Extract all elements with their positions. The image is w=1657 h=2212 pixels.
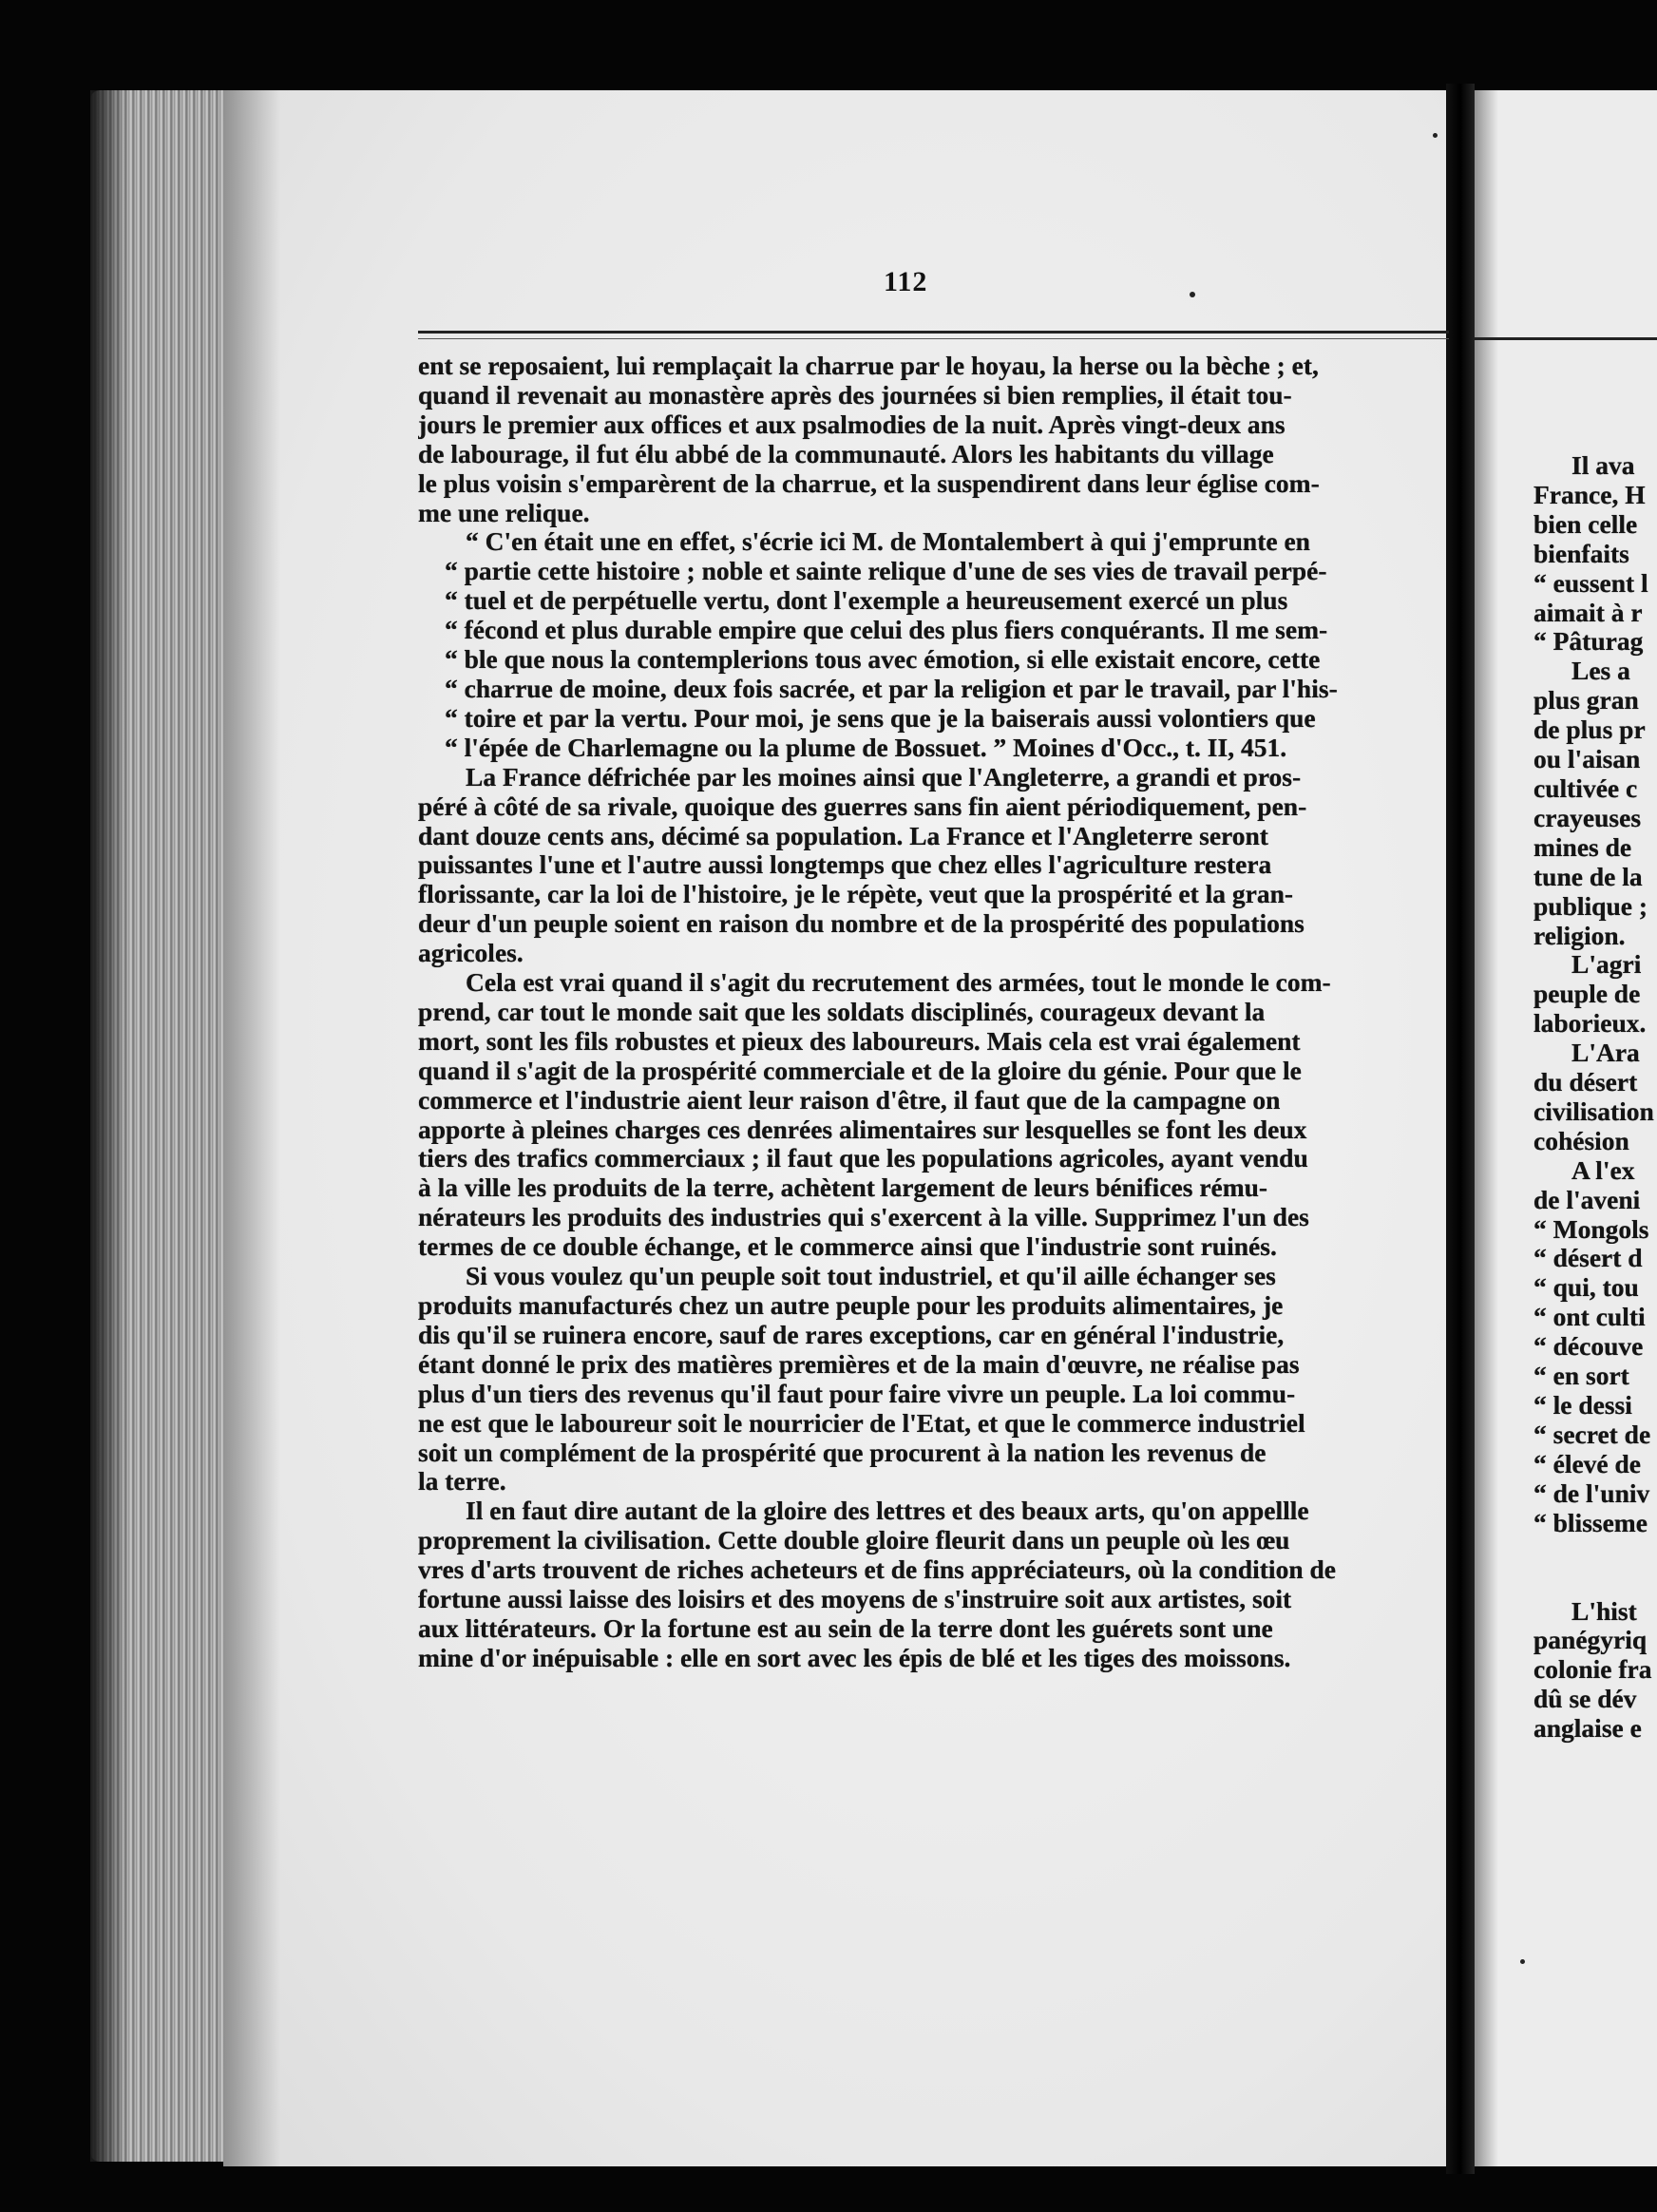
text-line: Il en faut dire autant de la gloire des lettres et des beaux arts, qu'on appellle — [466, 1497, 1309, 1526]
text-line: aux littérateurs. Or la fortune est au sein de la terre dont les guérets sont une — [418, 1613, 1273, 1643]
right-page-text-line: bienfaits — [1533, 539, 1629, 568]
right-page-text-line: tune de la — [1533, 862, 1643, 891]
page-number: 112 — [884, 266, 928, 297]
book-page-edges — [90, 90, 233, 2162]
right-page-text-line: colonie fra — [1533, 1655, 1652, 1685]
scan-speck — [1433, 133, 1438, 138]
right-page-text-line: “ en sort — [1533, 1362, 1629, 1391]
right-page-text-line: L'agri — [1571, 950, 1642, 980]
text-line: proprement la civilisation. Cette double gloire fleurit dans un peuple où les œu — [418, 1526, 1290, 1555]
text-line: vres d'arts trouvent de riches acheteurs et de fins appréciateurs, où la condition de — [418, 1555, 1336, 1585]
text-line: Si vous voulez qu'un peuple soit tout industriel, et qu'il aille échanger ses — [466, 1262, 1276, 1291]
text-line: dant douze cents ans, décimé sa population. La France et l'Angleterre seront — [418, 821, 1268, 850]
text-line: tiers des trafics commerciaux ; il faut que les populations agricoles, ayant vendu — [418, 1144, 1308, 1173]
right-page-text-line: “ secret de — [1533, 1420, 1651, 1449]
right-page-text-line: L'Ara — [1571, 1039, 1640, 1068]
text-line: “ toire et par la vertu. Pour moi, je sens que je la baiserais aussi volontiers que — [445, 703, 1316, 733]
text-line: “ ble que nous la contemplerions tous avec émotion, si elle existait encore, cette — [445, 645, 1321, 675]
header-rule — [418, 331, 1449, 334]
right-page-text-line: cohésion — [1533, 1126, 1629, 1155]
right-page-text-line: ou l'aisan — [1533, 745, 1641, 774]
right-page-text-line: “ qui, tou — [1533, 1273, 1639, 1303]
right-page-text-line: dû se dév — [1533, 1685, 1637, 1714]
text-line: La France défrichée par les moines ainsi que l'Angleterre, a grandi et pros- — [466, 762, 1302, 791]
text-line: le plus voisin s'emparèrent de la charrue, et la suspendirent dans leur église com- — [418, 468, 1320, 498]
right-page-text-line: “ désert d — [1533, 1244, 1643, 1273]
right-page-text-line: de plus pr — [1533, 715, 1646, 745]
right-page-text-line: de l'aveni — [1533, 1185, 1641, 1214]
text-line: produits manufacturés chez un autre peuple pour les produits alimentaires, je — [418, 1291, 1284, 1320]
text-line: termes de ce double échange, et le commerce ainsi que l'industrie sont ruinés. — [418, 1232, 1277, 1262]
text-line: “ partie cette histoire ; noble et sainte relique d'une de ses vies de travail perpé- — [445, 557, 1327, 586]
text-line: à la ville les produits de la terre, achètent largement de leurs bénifices rému- — [418, 1173, 1268, 1203]
text-line: nérateurs les produits des industries qui s'exercent à la ville. Supprimez l'un des — [418, 1203, 1309, 1232]
scan-speck — [1190, 292, 1195, 297]
right-page-text-line: publique ; — [1533, 891, 1647, 921]
right-page-text-line: civilisation — [1533, 1096, 1654, 1126]
right-page-text-line: mines de — [1533, 832, 1632, 862]
right-page-text-line: Il ava — [1571, 451, 1635, 480]
text-line: mine d'or inépuisable : elle en sort avec les épis de blé et les tiges des moissons. — [418, 1643, 1291, 1672]
text-line: jours le premier aux offices et aux psalmodies de la nuit. Après vingt-deux ans — [418, 410, 1286, 439]
right-page-text-line: A l'ex — [1571, 1155, 1635, 1185]
text-line: ent se reposaient, lui remplaçait la charrue par le hoyau, la herse ou la bèche ; et, — [418, 352, 1319, 380]
right-page-text-line: “ de l'univ — [1533, 1478, 1650, 1508]
right-page-text-line: “ Pâturag — [1533, 627, 1644, 657]
right-page-text-line: “ élevé de — [1533, 1449, 1642, 1478]
right-page-text-line: L'hist — [1571, 1596, 1637, 1626]
text-line: quand il s'agit de la prospérité commerciale et de la gloire du génie. Pour que le — [418, 1056, 1302, 1085]
text-line: prend, car tout le monde sait que les soldats disciplinés, courageux devant la — [418, 997, 1266, 1026]
left-page-body-text — [418, 352, 1420, 1673]
right-page-text-line: bien celle — [1533, 509, 1638, 539]
right-page-text-line: “ blisseme — [1533, 1508, 1647, 1537]
book-gutter — [1446, 84, 1475, 2174]
text-line: florissante, car la loi de l'histoire, je le répète, veut que la prospérité et la gran- — [418, 880, 1294, 909]
text-line: “ l'épée de Charlemagne ou la plume de Bossuet. ” Moines d'Occ., t. II, 451. — [445, 733, 1287, 762]
text-line: deur d'un peuple soient en raison du nombre et de la prospérité des populations — [418, 909, 1305, 939]
text-line: quand il revenait au monastère après des journées si bien remplies, il était tou- — [418, 380, 1292, 410]
right-page-text-line: “ découve — [1533, 1332, 1644, 1362]
text-line: commerce et l'industrie aient leur raison d'être, il faut que de la campagne on — [418, 1085, 1281, 1115]
text-line: apporte à pleines charges ces denrées alimentaires sur lesquelles se font les deux — [418, 1115, 1307, 1144]
right-page-text-line: cultivée c — [1533, 773, 1638, 803]
text-line: “ fécond et plus durable empire que celui des plus fiers conquérants. Il me sem- — [445, 616, 1328, 645]
text-line: puissantes l'une et l'autre aussi longtemps que chez elles l'agriculture restera — [418, 850, 1272, 880]
text-line: Cela est vrai quand il s'agit du recrutement des armées, tout le monde le com- — [466, 968, 1331, 998]
scan-speck — [1520, 1959, 1525, 1964]
right-page-text-line: panégyriq — [1533, 1626, 1647, 1655]
text-line: fortune aussi laisse des loisirs et des moyens de s'instruire soit aux artistes, soit — [418, 1585, 1292, 1614]
right-page-text-line: “ Mongols — [1533, 1214, 1649, 1244]
text-line: de labourage, il fut élu abbé de la communauté. Alors les habitants du village — [418, 439, 1274, 468]
text-line: ne est que le laboureur soit le nourricier de l'Etat, et que le commerce industriel — [418, 1408, 1305, 1438]
right-page-text-line: plus gran — [1533, 686, 1639, 715]
right-page-text-line: religion. — [1533, 921, 1626, 950]
right-page-text-line: Les a — [1571, 657, 1630, 686]
right-page-text-line: du désert — [1533, 1068, 1638, 1097]
right-page-text-line: peuple de — [1533, 980, 1641, 1009]
text-line: soit un complément de la prospérité que procurent à la nation les revenus de — [418, 1438, 1267, 1467]
paragraph-gap — [1533, 1538, 1657, 1597]
text-line: étant donné le prix des matières premières et de la main d'œuvre, ne réalise pas — [418, 1349, 1300, 1379]
text-line: “ C'en était une en effet, s'écrie ici M. de Montalembert à qui j'emprunte en — [466, 527, 1310, 557]
text-line: plus d'un tiers des revenus qu'il faut pour faire vivre un peuple. La loi commu- — [418, 1379, 1296, 1408]
right-page-text-line: laborieux. — [1533, 1009, 1647, 1039]
text-line: agricoles. — [418, 939, 524, 968]
right-page-text-line: “ le dessi — [1533, 1391, 1632, 1420]
right-page-text-line: “ ont culti — [1533, 1303, 1646, 1332]
right-page-text-line: “ eussent l — [1533, 568, 1648, 598]
text-line: mort, sont les fils robustes et pieux des laboureurs. Mais cela est vrai également — [418, 1026, 1301, 1056]
text-line: “ charrue de moine, deux fois sacrée, et par la religion et par le travail, par l'his- — [445, 674, 1338, 703]
right-page-text-line: France, H — [1533, 480, 1646, 509]
right-page-text-line: aimait à r — [1533, 598, 1643, 627]
text-line: la terre. — [418, 1467, 506, 1497]
right-page-text-line: crayeuses — [1533, 803, 1642, 832]
right-page-text — [1533, 451, 1657, 1744]
right-page-header-rule — [1475, 337, 1657, 340]
text-line: dis qu'il se ruinera encore, sauf de rares exceptions, car en général l'industrie, — [418, 1320, 1285, 1349]
right-page-partial — [1475, 90, 1657, 2166]
right-page-text-line: anglaise e — [1533, 1714, 1642, 1744]
text-line: “ tuel et de perpétuelle vertu, dont l'exemple a heureusement exercé un plus — [445, 586, 1288, 616]
header-rule-thin — [418, 338, 1449, 339]
text-line: péré à côté de sa rivale, quoique des guerres sans fin aient périodiquement, pen- — [418, 791, 1307, 821]
text-line: me une relique. — [418, 498, 590, 527]
